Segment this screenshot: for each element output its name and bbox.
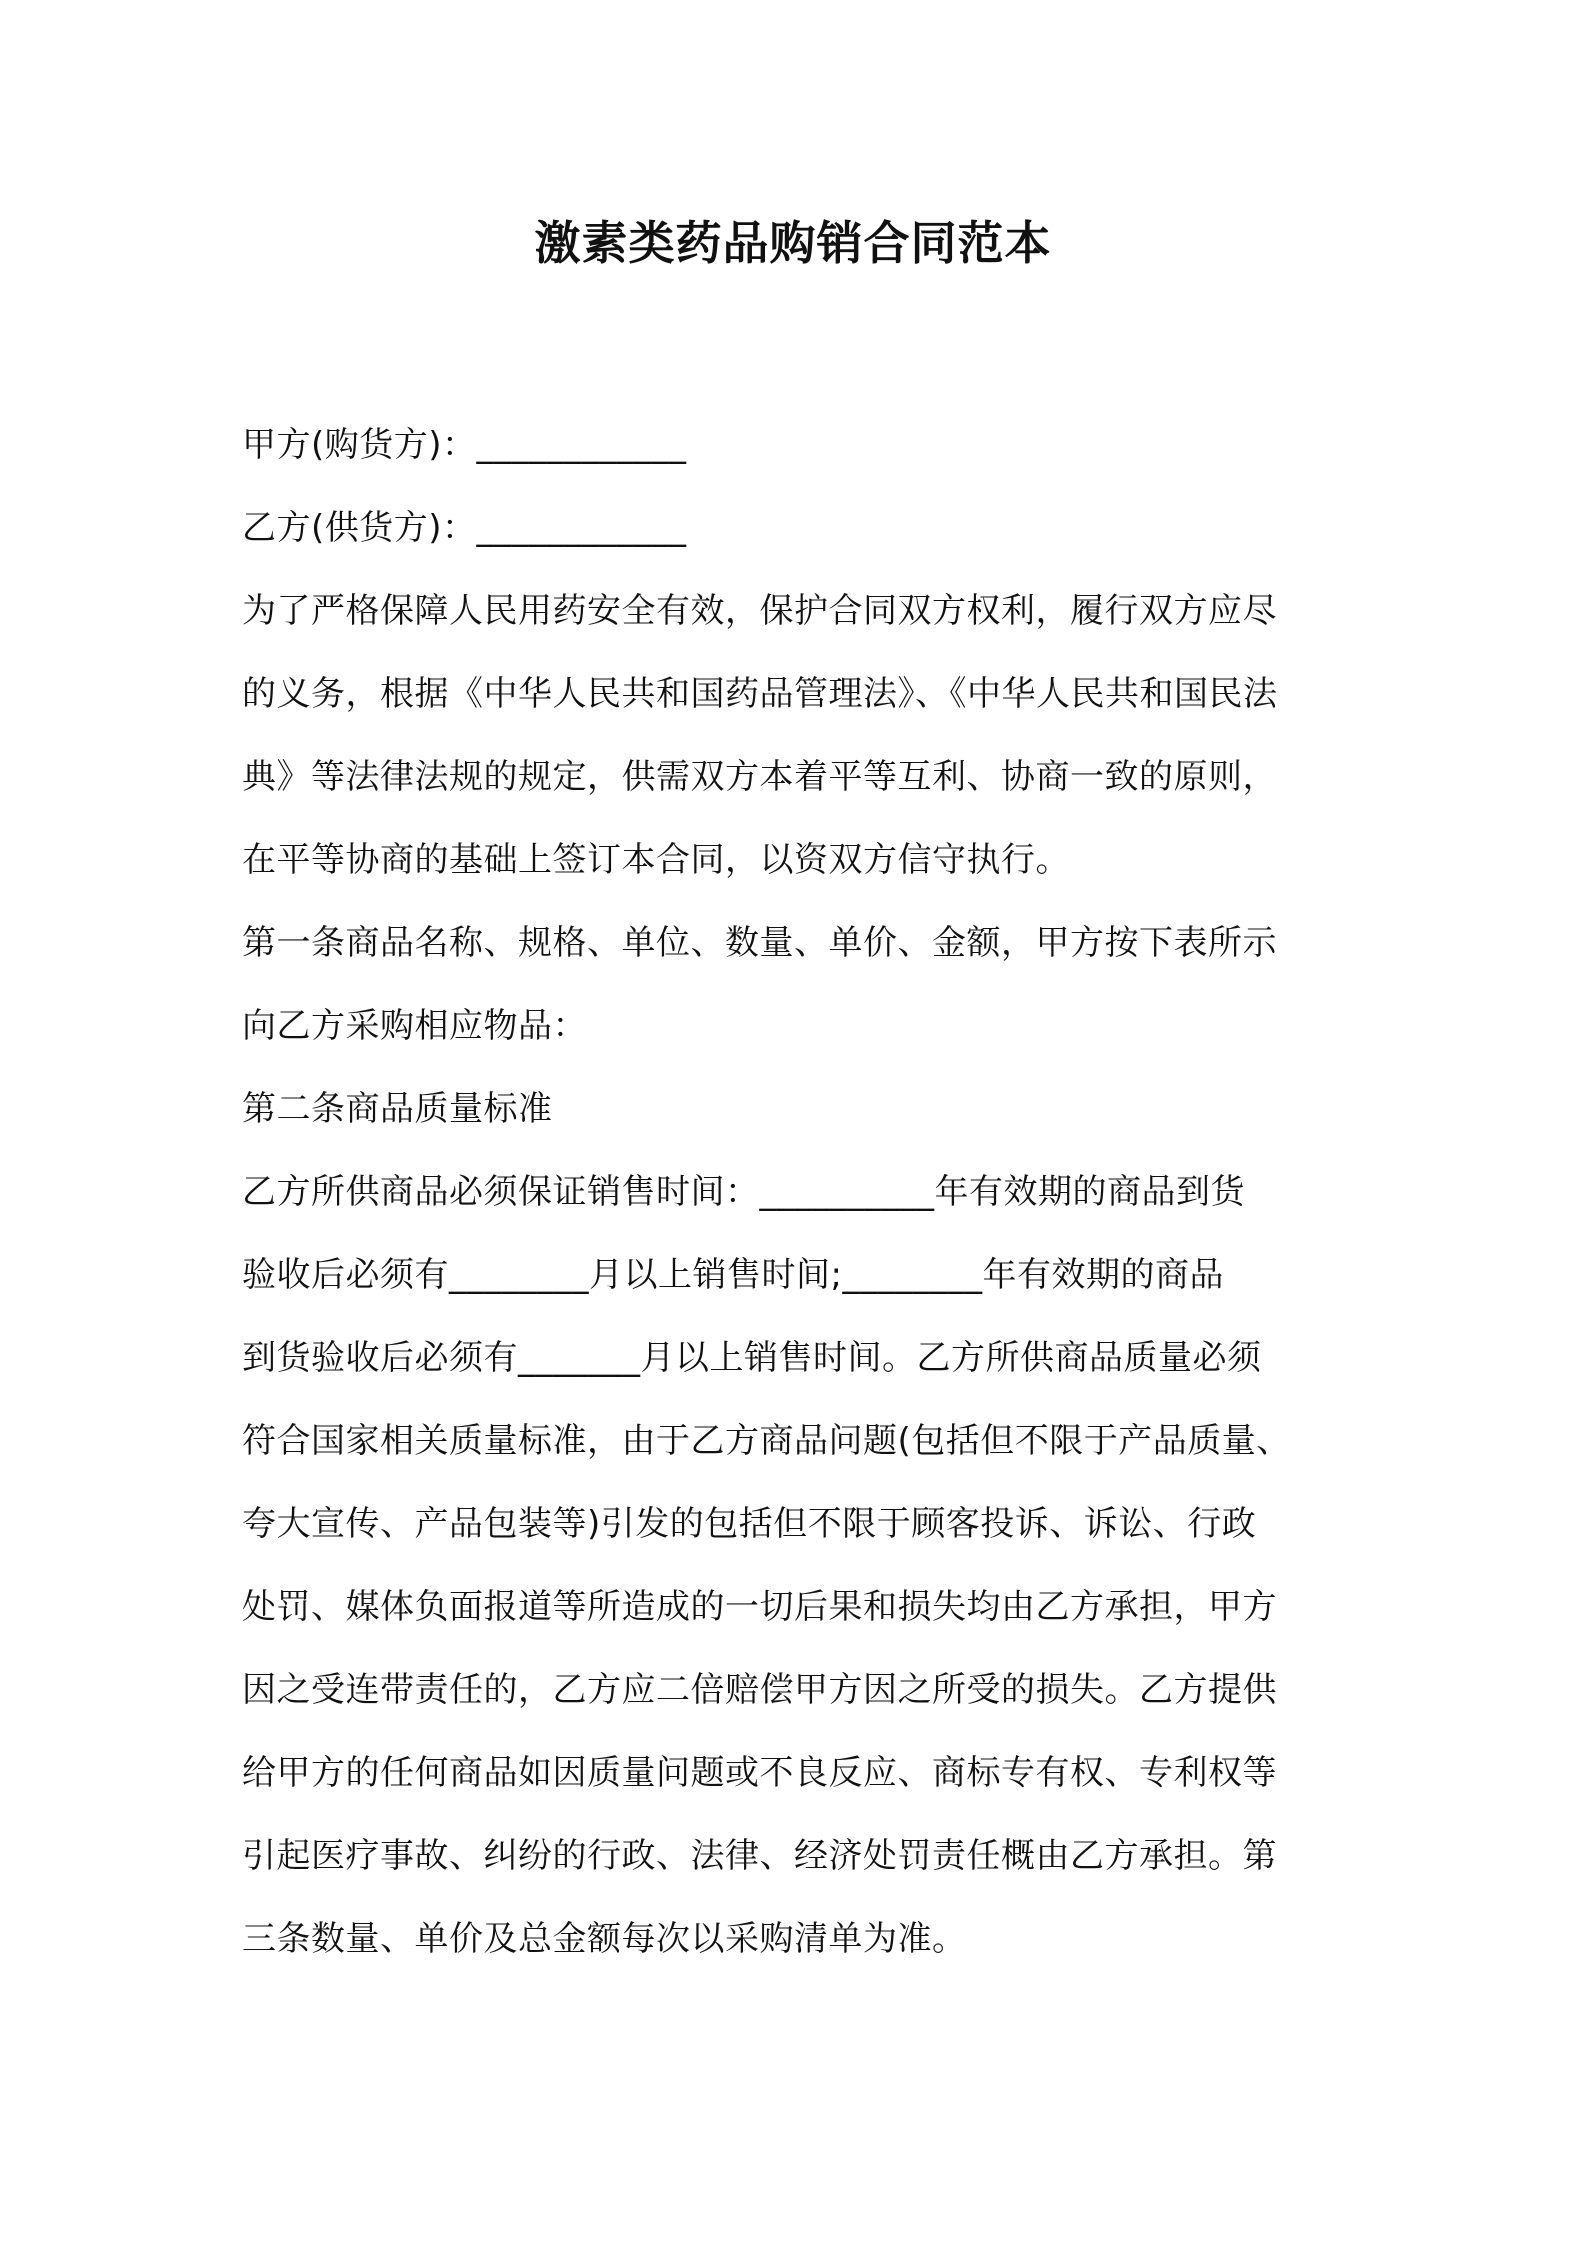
text-line: 向乙方采购相应物品： <box>242 1006 587 1046</box>
text-line: 的义务，根据《中华人民共和国药品管理法》、《中华人民共和国民法 <box>242 674 1278 714</box>
document-title: 激素类药品购销合同范本 <box>534 216 1052 270</box>
text-line: 引起医疗事故、纠纷的行政、法律、经济处罚责任概由乙方承担。第 <box>242 1836 1277 1876</box>
text-line: 乙方所供商品必须保证销售时间：__________年有效期的商品到货 <box>242 1172 1245 1212</box>
text-line: 符合国家相关质量标准，由于乙方商品问题(包括但不限于产品质量、 <box>242 1421 1291 1461</box>
text-line: 第二条商品质量标准 <box>242 1089 553 1129</box>
document-body <box>242 404 1358 1981</box>
text-line: 三条数量、单价及总金额每次以采购清单为准。 <box>242 1919 967 1959</box>
text-line: 为了严格保障人民用药安全有效，保护合同双方权利，履行双方应尽 <box>242 591 1277 631</box>
text-line: 处罚、媒体负面报道等所造成的一切后果和损失均由乙方承担，甲方 <box>242 1587 1277 1627</box>
text-line: 给甲方的任何商品如因质量问题或不良反应、商标专有权、专利权等 <box>242 1753 1277 1793</box>
text-line: 夸大宣传、产品包装等)引发的包括但不限于顾客投诉、诉讼、行政 <box>242 1504 1257 1544</box>
text-line: 第一条商品名称、规格、单位、数量、单价、金额，甲方按下表所示 <box>242 923 1277 963</box>
text-line: 验收后必须有________月以上销售时间;________年有效期的商品 <box>242 1255 1224 1295</box>
text-line: 在平等协商的基础上签订本合同，以资双方信守执行。 <box>242 840 1070 880</box>
text-line: 甲方(购货方)：____________ <box>242 425 687 465</box>
text-line: 乙方(供货方)：____________ <box>242 508 687 548</box>
text-line: 因之受连带责任的，乙方应二倍赔偿甲方因之所受的损失。乙方提供 <box>242 1670 1277 1710</box>
text-line: 到货验收后必须有_______月以上销售时间。乙方所供商品质量必须 <box>242 1338 1262 1378</box>
text-line: 典》等法律法规的规定，供需双方本着平等互利、协商一致的原则， <box>242 757 1277 797</box>
